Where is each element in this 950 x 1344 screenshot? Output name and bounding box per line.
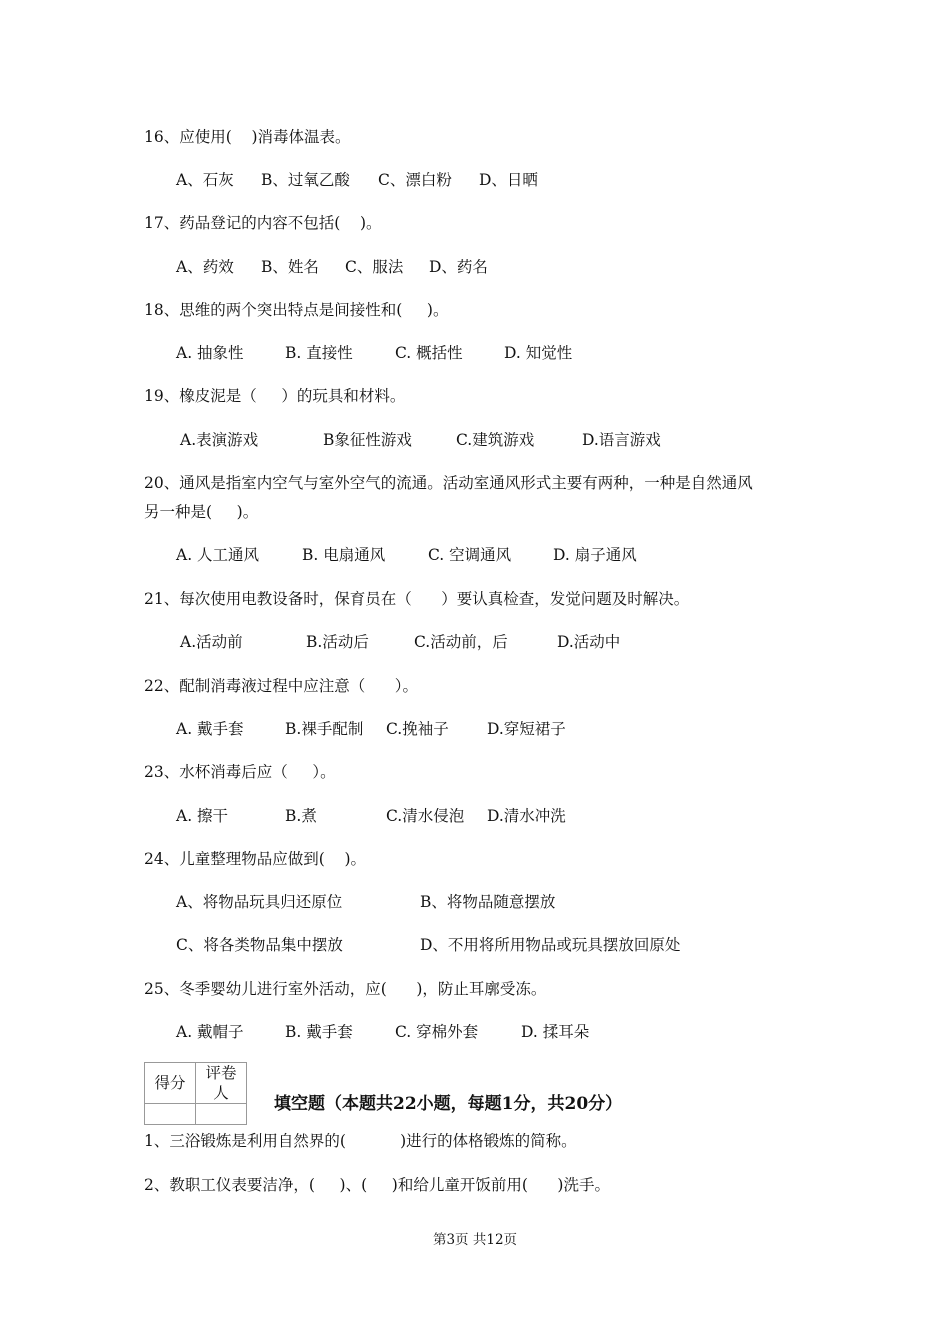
q22-option-c: C.挽袖子: [386, 720, 449, 738]
q18-option-c: C. 概括性: [395, 344, 463, 362]
q18-option-d: D. 知觉性: [504, 344, 573, 362]
question-24-stem: 24、儿童整理物品应做到( )。: [144, 850, 367, 868]
question-20-stem-cont: 另一种是( )。: [144, 503, 259, 521]
question-18-stem: 18、思维的两个突出特点是间接性和( )。: [144, 301, 449, 319]
question-17-stem: 17、药品登记的内容不包括( )。: [144, 214, 382, 232]
q21-option-d: D.活动中: [557, 633, 621, 651]
q20-option-d: D. 扇子通风: [553, 546, 637, 564]
question-20-stem: 20、通风是指室内空气与室外空气的流通。活动室通风形式主要有两种，一种是自然通风: [144, 474, 753, 492]
q17-option-c: C、服法: [345, 258, 404, 276]
q23-option-c: C.清水侵泡: [386, 807, 465, 825]
q19-option-c: C.建筑游戏: [456, 431, 535, 449]
q21-option-a: A.活动前: [180, 633, 243, 651]
q19-option-b: B象征性游戏: [323, 431, 412, 449]
q25-option-d: D. 揉耳朵: [521, 1023, 590, 1041]
q17-option-b: B、姓名: [261, 258, 319, 276]
q23-option-d: D.清水冲洗: [487, 807, 566, 825]
q24-option-a: A、将物品玩具归还原位: [176, 893, 343, 911]
score-label: 得分: [145, 1063, 196, 1104]
q22-option-a: A. 戴手套: [176, 720, 244, 738]
fill-blank-1: 1、三浴锻炼是利用自然界的( )进行的体格锻炼的简称。: [144, 1132, 577, 1150]
question-25-stem: 25、冬季婴幼儿进行室外活动，应( )，防止耳廓受冻。: [144, 980, 547, 998]
question-22-stem: 22、配制消毒液过程中应注意（ ）。: [144, 677, 419, 695]
q24-option-b: B、将物品随意摆放: [420, 893, 556, 911]
score-box: [144, 1062, 247, 1125]
q23-option-a: A. 擦干: [176, 807, 229, 825]
q22-option-d: D.穿短裙子: [487, 720, 566, 738]
q23-option-b: B.煮: [285, 807, 317, 825]
q24-option-c: C、将各类物品集中摆放: [176, 936, 343, 954]
q17-option-d: D、药名: [429, 258, 488, 276]
q19-option-a: A.表演游戏: [180, 431, 259, 449]
q24-option-d: D、不用将所用物品或玩具摆放回原处: [420, 936, 681, 954]
section-title: 填空题（本题共22小题，每题1分，共20分）: [274, 1094, 623, 1114]
question-19-stem: 19、橡皮泥是（ ）的玩具和材料。: [144, 387, 406, 405]
q17-option-a: A、药效: [176, 258, 234, 276]
q19-option-d: D.语言游戏: [582, 431, 661, 449]
grader-cell: [196, 1104, 247, 1125]
q21-option-b: B.活动后: [306, 633, 369, 651]
question-16-stem: 16、应使用( )消毒体温表。: [144, 128, 351, 146]
q18-option-b: B. 直接性: [285, 344, 353, 362]
q25-option-a: A. 戴帽子: [176, 1023, 244, 1041]
score-cell: [145, 1104, 196, 1125]
q25-option-b: B. 戴手套: [285, 1023, 353, 1041]
q16-option-d: D、日晒: [479, 171, 538, 189]
page-footer: 第3页 共12页: [432, 1232, 518, 1248]
q18-option-a: A. 抽象性: [176, 344, 244, 362]
question-21-stem: 21、每次使用电教设备时，保育员在（ ）要认真检查，发觉问题及时解决。: [144, 590, 690, 608]
q20-option-c: C. 空调通风: [428, 546, 512, 564]
q20-option-a: A. 人工通风: [176, 546, 260, 564]
q21-option-c: C.活动前，后: [414, 633, 508, 651]
q16-option-a: A、石灰: [176, 171, 234, 189]
question-23-stem: 23、水杯消毒后应（ ）。: [144, 763, 336, 781]
q20-option-b: B. 电扇通风: [302, 546, 386, 564]
fill-blank-2: 2、教职工仪表要洁净，( )、( )和给儿童开饭前用( )洗手。: [144, 1176, 610, 1194]
grader-label: 评卷人: [196, 1063, 247, 1104]
q16-option-c: C、漂白粉: [378, 171, 452, 189]
q22-option-b: B.裸手配制: [285, 720, 364, 738]
q25-option-c: C. 穿棉外套: [395, 1023, 479, 1041]
q16-option-b: B、过氧乙酸: [261, 171, 350, 189]
